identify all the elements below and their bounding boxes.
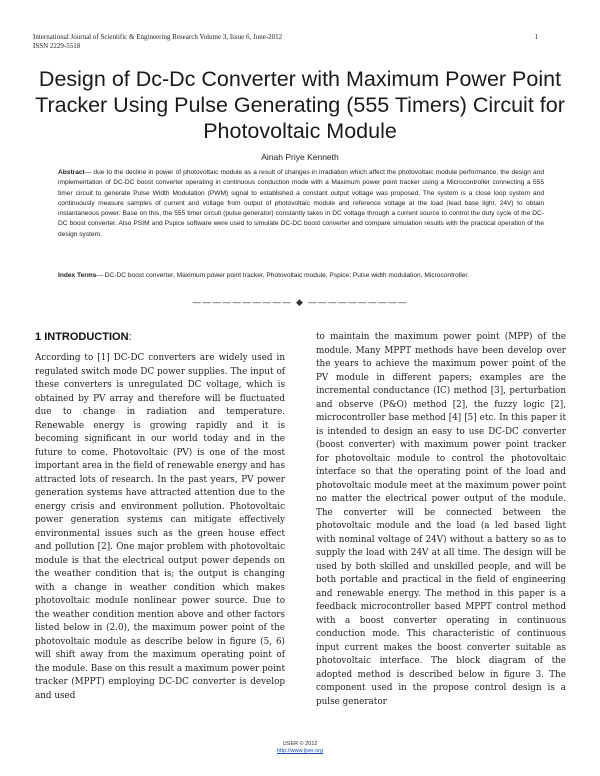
- abstract-label: Abstract: [58, 169, 85, 176]
- page-footer: [0, 741, 600, 755]
- section-divider: —————————— ◆ ——————————: [192, 298, 408, 308]
- body-column-left: According to [1] DC-DC converters are widely used in regulated switch mode DC power supplies. The input of these converters is unregulated DC voltage, which is obtained by PV array and therefore will be fluctuated due to change in radiation and temperature. Renewable energy is growing rapidly and it is becoming significant in our world today and in the future to come. Photovoltaic (PV) is one of the most important area in the field of renewable energy and has attracted lots of research. In the past years, PV power generation systems have attracted attention due to the energy crisis and environment pollution. Photovoltaic power generation systems can mitigate effectively environmental issues such as the green house effect and pollution [2]. One major problem with photovoltaic module is that the electrical output power depends on the weather condition that is; the output is changing with a change in weather condition which makes photovoltaic module nonlinear power source. Due to the weather condition mention above and other factors listed below in (2.0), the maximum power point of the photovoltaic module as describe below in figure (5, 6) will shift away from the maximum operating point of the module. Base on this result a maximum power point tracker (MPPT) employing DC-DC converter is develop and used: [35, 353, 285, 701]
- index-terms: [58, 271, 544, 281]
- footer-copyright: IJSER © 2012: [282, 741, 318, 747]
- body-column-right: to maintain the maximum power point (MPP) of the module. Many MPPT methods have been develop over the years to achieve the maximum power point of the PV module in different papers; examples are the incremental conductance (IC) method [3], perturbation and observe (P&O) method [2], the fuzzy logic [2], microcontroller base method [4] [5] etc. In this paper it is intended to design an easy to use DC-DC converter (boost converter) with maximum power point tracker for photovoltaic module to control the photovoltaic interface so that the operating point of the load and photovoltaic module meet at the maximum power point no matter the electrical power output of the module. The converter will be connected between the photovoltaic module and the load (a led based light with nominal voltage of 24V) without a battery so as to supply the load with 24V at all time. The design will be used by both skilled and unskilled people, and will be both portable and practical in the field of engineering and renewable energy. The method in this paper is a feedback microcontroller based MPPT control method with a boost converter operating in continuous conduction mode. This characteristic of continuous input current makes the boost converter suitable as photovoltaic interface. The block diagram of the adopted method is described below in figure 3. The component used in the propose control design is a pulse generator: [316, 332, 566, 707]
- footer-url-link[interactable]: http://www.ijser.org: [276, 748, 324, 754]
- index-terms-text: — DC-DC boost converter, Maximum power point tracker, Photovoltaic module, Pspice; Pulse width modulation, Microcontroller.: [96, 272, 470, 279]
- section-number: 1: [35, 331, 42, 343]
- issn-line: ISSN 2229-5518: [33, 42, 81, 50]
- index-terms-label: Index Terms: [58, 272, 97, 279]
- paper-title: Design of Dc-Dc Converter with Maximum Power Point Tracker Using Pulse Generating (555 Timers) Circuit for Photovoltaic Module: [35, 67, 565, 143]
- section-title: INTRODUCTION: [44, 331, 129, 343]
- journal-line: International Journal of Scientific & Engineering Research Volume 3, Issue 6, June-2012: [33, 33, 283, 41]
- abstract: [58, 168, 544, 240]
- section-heading: [35, 331, 132, 343]
- abstract-text: — due to the decline in power of photovoltaic module as a result of changes in irradiation which affect the photovoltaic module performance, the design and implementation of DC-DC boost converter operating in continuous conduction mode with a Maximum power point tracker using a Microcontroller connecting a 555 timer circuit to generate Pulse Width Modulation (PWM) signal to established a constant output voltage was proposed. The system is a close loop system and continuously measure samples of current and voltage from output of photovoltaic module and reference voltage at the load (lead base light, 24V) to obtain instantaneous power. Base on this, the 555 timer circuit (pulse generator) constantly takes in DC voltage through a current source to control the duty cycle of the DC-DC boost converter. Also PSIM and Pspice software were used to simulate DC-DC boost converter and compare simulation results with the practical operation of the design system.: [58, 169, 544, 238]
- section-suffix: :: [128, 331, 132, 343]
- author-name: Ainah Priye Kenneth: [261, 152, 339, 162]
- running-header: [33, 33, 568, 51]
- page-number: 1: [534, 33, 538, 41]
